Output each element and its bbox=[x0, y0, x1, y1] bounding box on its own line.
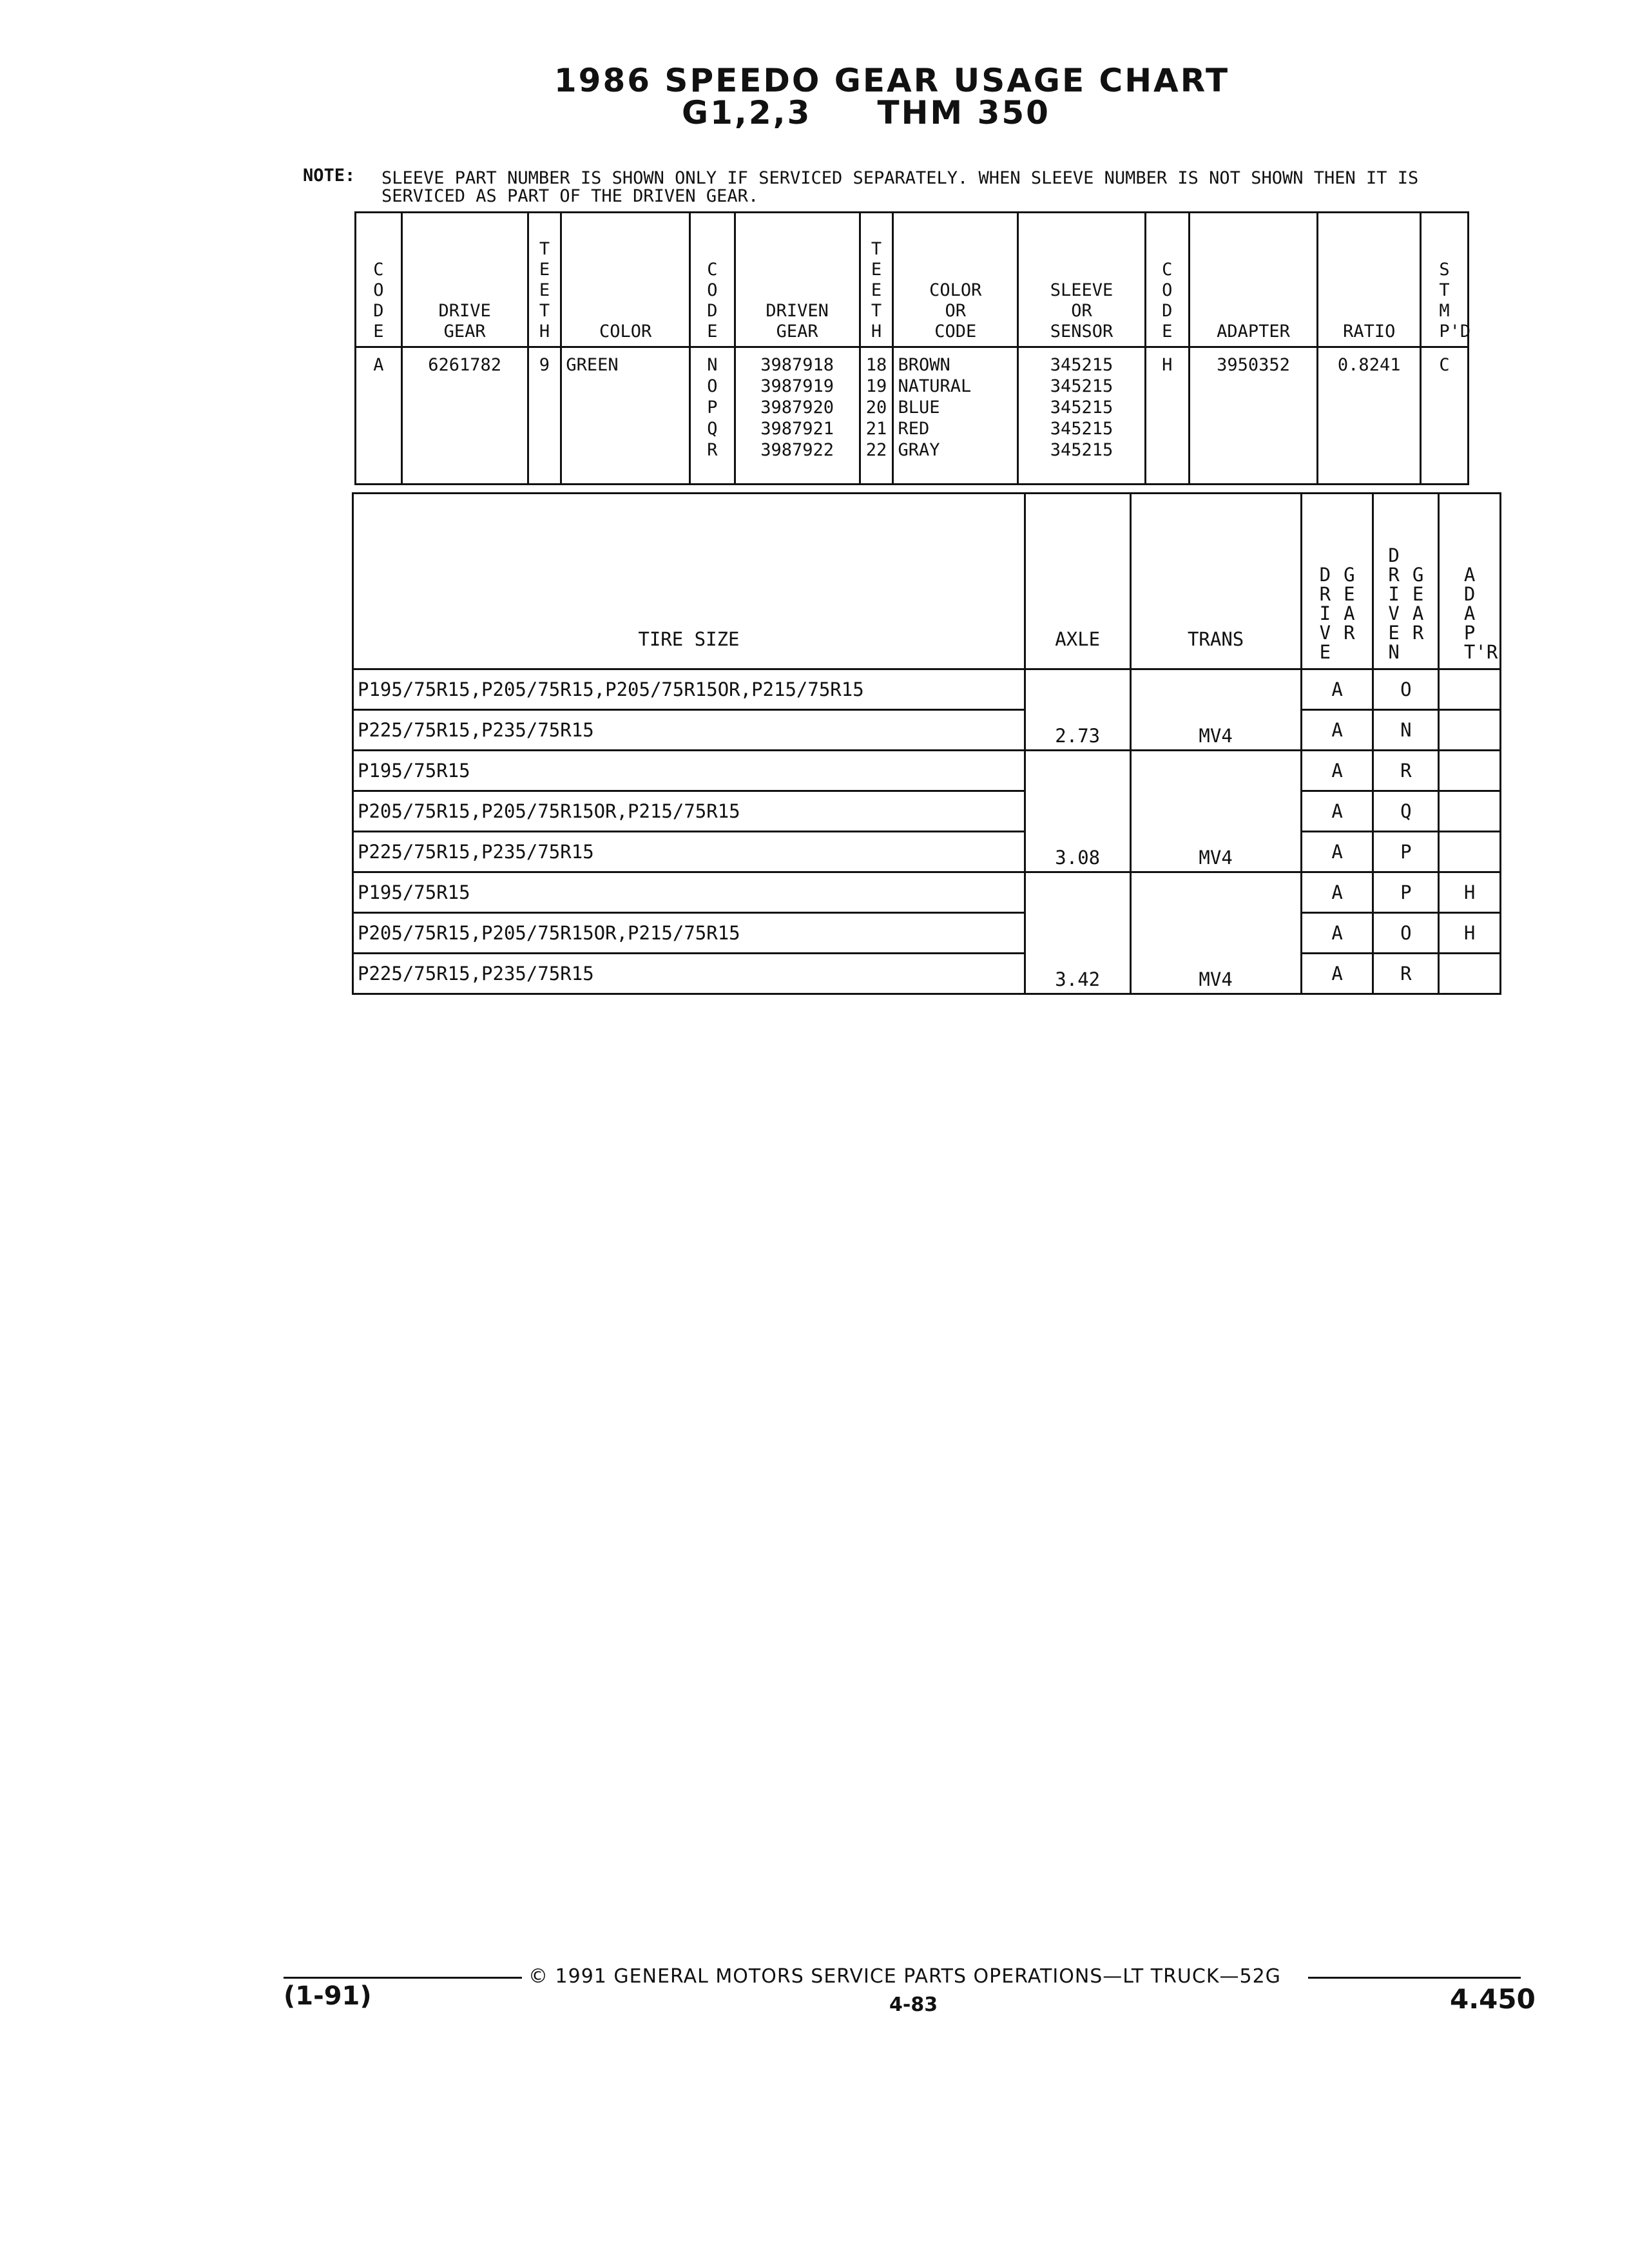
table-row bbox=[353, 832, 1501, 872]
cell-driven-teeth: 18 19 20 21 22 bbox=[860, 347, 893, 485]
cell-code: A bbox=[356, 347, 402, 485]
header-tire-size: TIRE SIZE bbox=[353, 494, 1025, 669]
cell-tire-size: P195/75R15 bbox=[353, 872, 1025, 913]
cell-sleeves: 345215 345215 345215 345215 345215 bbox=[1018, 347, 1146, 485]
cell-driven-code: R bbox=[1373, 751, 1439, 791]
cell-tire-size: P205/75R15,P205/75R15OR,P215/75R15 bbox=[353, 791, 1025, 832]
header-driven-teeth: TEETH bbox=[860, 213, 893, 347]
gear-table-row bbox=[356, 347, 1469, 485]
cell-tire-size: P195/75R15,P205/75R15,P205/75R15OR,P215/75R15 bbox=[353, 669, 1025, 710]
table-row bbox=[353, 710, 1501, 751]
header-driven-gear-code: D R G I E V A E R N bbox=[1373, 494, 1439, 669]
header-adapter: ADAPT'R bbox=[1439, 494, 1501, 669]
header-drive-gear: DRIVE GEAR bbox=[401, 213, 528, 347]
header-driven-gear: DRIVEN GEAR bbox=[735, 213, 860, 347]
cell-teeth: 9 bbox=[528, 347, 561, 485]
cell-ratio: 0.8241 bbox=[1318, 347, 1421, 485]
cell-trans: MV4 bbox=[1130, 872, 1301, 994]
footer-page-number: 4-83 bbox=[889, 1994, 938, 2016]
cell-adapter-code bbox=[1439, 791, 1501, 832]
cell-tire-size: P225/75R15,P235/75R15 bbox=[353, 832, 1025, 872]
cell-axle: 3.42 bbox=[1025, 872, 1130, 994]
header-teeth: TEETH bbox=[528, 213, 561, 347]
table-row bbox=[353, 791, 1501, 832]
header-trans: TRANS bbox=[1130, 494, 1301, 669]
cell-drive-code: A bbox=[1301, 872, 1373, 913]
cell-drive-code: A bbox=[1301, 710, 1373, 751]
header-driven-code: CODE bbox=[689, 213, 735, 347]
page-subtitle: G1,2,3 THM 350 bbox=[682, 94, 1050, 131]
cell-tire-size: P225/75R15,P235/75R15 bbox=[353, 710, 1025, 751]
cell-driven-code: P bbox=[1373, 872, 1439, 913]
footer-rule-right bbox=[1308, 1977, 1521, 1979]
cell-tire-size: P205/75R15,P205/75R15OR,P215/75R15 bbox=[353, 913, 1025, 954]
header-ratio: RATIO bbox=[1318, 213, 1421, 347]
cell-drive-code: A bbox=[1301, 913, 1373, 954]
header-axle: AXLE bbox=[1025, 494, 1130, 669]
footer-section-number: 4.450 bbox=[1450, 1983, 1536, 2015]
cell-drive-code: A bbox=[1301, 669, 1373, 710]
page-title: 1986 SPEEDO GEAR USAGE CHART bbox=[554, 62, 1230, 99]
cell-drive-code: A bbox=[1301, 791, 1373, 832]
gear-table bbox=[354, 211, 1469, 485]
cell-driven-colors: BROWN NATURAL BLUE RED GRAY bbox=[893, 347, 1018, 485]
cell-drive-code: A bbox=[1301, 832, 1373, 872]
tire-table bbox=[352, 492, 1501, 995]
cell-driven-code: O bbox=[1373, 669, 1439, 710]
cell-adapter-code bbox=[1439, 710, 1501, 751]
table-row bbox=[353, 669, 1501, 710]
cell-axle: 2.73 bbox=[1025, 669, 1130, 751]
table-row bbox=[353, 954, 1501, 994]
table-row bbox=[353, 751, 1501, 791]
cell-driven-code: Q bbox=[1373, 791, 1439, 832]
cell-drive-code: A bbox=[1301, 954, 1373, 994]
header-adapter-code: CODE bbox=[1145, 213, 1189, 347]
header-color: COLOR bbox=[561, 213, 690, 347]
cell-adapter-code: H bbox=[1439, 872, 1501, 913]
cell-adapter-code bbox=[1439, 954, 1501, 994]
cell-stmpd: C bbox=[1421, 347, 1469, 485]
cell-adapter-code: H bbox=[1145, 347, 1189, 485]
header-color-or-code: COLOR OR CODE bbox=[893, 213, 1018, 347]
footer-rule-left bbox=[284, 1977, 522, 1979]
cell-drive-code: A bbox=[1301, 751, 1373, 791]
cell-driven-code: O bbox=[1373, 913, 1439, 954]
cell-drive-gear: 6261782 bbox=[401, 347, 528, 485]
cell-driven-code: R bbox=[1373, 954, 1439, 994]
cell-driven-code: P bbox=[1373, 832, 1439, 872]
header-drive-gear-code: D G R E I A V R E bbox=[1301, 494, 1373, 669]
cell-adapter-code: H bbox=[1439, 913, 1501, 954]
cell-adapter-code bbox=[1439, 669, 1501, 710]
cell-tire-size: P195/75R15 bbox=[353, 751, 1025, 791]
note-line-1: SLEEVE PART NUMBER IS SHOWN ONLY IF SERVICED SEPARATELY. WHEN SLEEVE NUMBER IS NOT SHOWN THEN IT IS bbox=[381, 168, 1419, 188]
header-adapter: ADAPTER bbox=[1189, 213, 1318, 347]
footer-copyright: © 1991 GENERAL MOTORS SERVICE PARTS OPERATIONS—LT TRUCK—52G bbox=[528, 1965, 1281, 1988]
cell-trans: MV4 bbox=[1130, 751, 1301, 872]
gear-table-header bbox=[356, 213, 1469, 347]
footer-revision: (1-91) bbox=[284, 1981, 372, 2011]
cell-axle: 3.08 bbox=[1025, 751, 1130, 872]
table-row bbox=[353, 913, 1501, 954]
cell-adapter-code bbox=[1439, 832, 1501, 872]
cell-color: GREEN bbox=[561, 347, 690, 485]
tire-table-header bbox=[353, 494, 1501, 669]
header-sleeve-or-sensor: SLEEVE OR SENSOR bbox=[1018, 213, 1146, 347]
note-label: NOTE: bbox=[303, 166, 356, 186]
cell-adapter: 3950352 bbox=[1189, 347, 1318, 485]
header-stmpd: STMP'D bbox=[1421, 213, 1469, 347]
table-row bbox=[353, 872, 1501, 913]
cell-driven-gears: 3987918 3987919 3987920 3987921 3987922 bbox=[735, 347, 860, 485]
cell-driven-codes: N O P Q R bbox=[689, 347, 735, 485]
cell-adapter-code bbox=[1439, 751, 1501, 791]
cell-tire-size: P225/75R15,P235/75R15 bbox=[353, 954, 1025, 994]
note-line-2: SERVICED AS PART OF THE DRIVEN GEAR. bbox=[381, 186, 759, 206]
cell-trans: MV4 bbox=[1130, 669, 1301, 751]
header-code: CODE bbox=[356, 213, 402, 347]
cell-driven-code: N bbox=[1373, 710, 1439, 751]
